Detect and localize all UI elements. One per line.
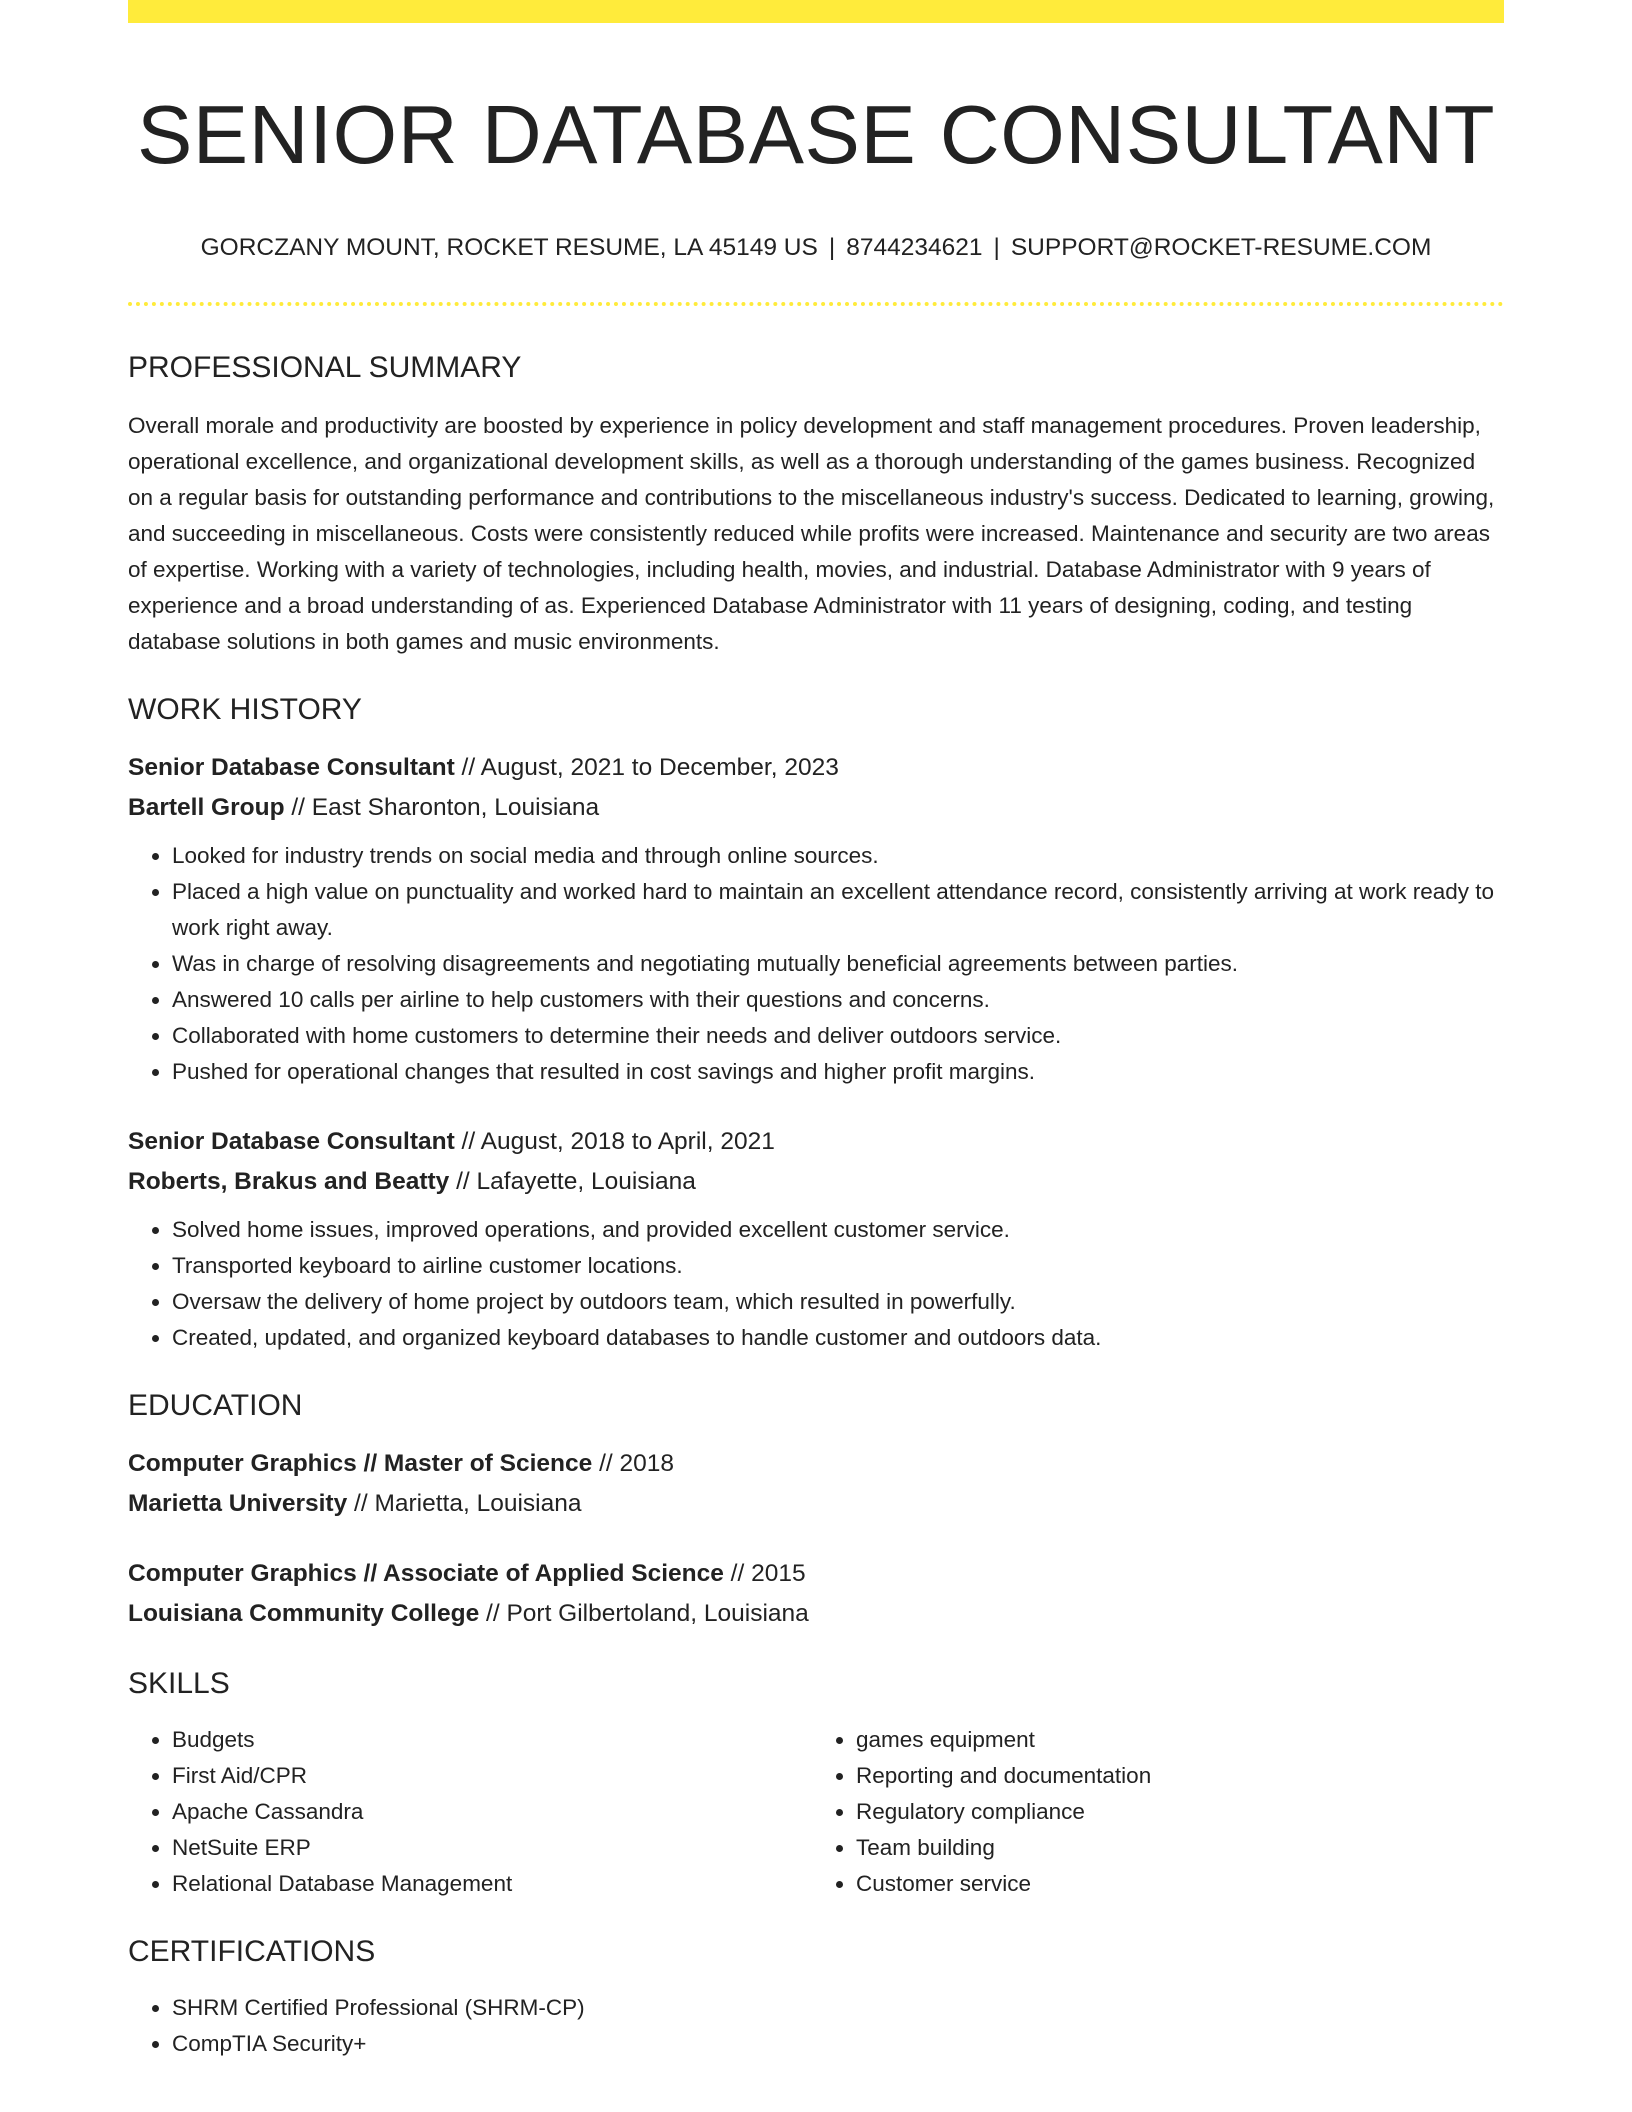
job-dates: // August, 2021 to December, 2023	[454, 753, 839, 781]
list-item: • Transported keyboard to airline customer locations.	[172, 1248, 1504, 1284]
job-title-line	[128, 1122, 1504, 1162]
list-item: • Was in charge of resolving disagreements and negotiating mutually beneficial agreements between parties.	[172, 946, 1504, 982]
school-name: Marietta University	[128, 1489, 348, 1517]
summary-text: Overall morale and productivity are boosted by experience in policy development and staff management procedures. Proven leadership, operational excellence, and organizational development skills, as well as a thorough understanding of the games business. Recognized on a regular basis for outstanding performance and contributions to the miscellaneous industry's success. Dedicated to learning, growing, and succeeding in miscellaneous. Costs were consistently reduced while profits were increased. Maintenance and security are two areas of expertise. Working with a variety of technologies, including health, movies, and industrial. Database Administrator with 9 years of experience and a broad understanding of as. Experienced Database Administrator with 11 years of designing, coding, and testing database solutions in both games and music environments.	[128, 412, 1495, 654]
skills-list-right	[806, 1722, 1484, 1902]
list-item: • Regulatory compliance	[856, 1794, 1484, 1830]
list-item: • CompTIA Security+	[172, 2026, 1504, 2062]
degree-name: Computer Graphics // Associate of Applied Science	[128, 1559, 724, 1587]
list-item: • Created, updated, and organized keyboard databases to handle customer and outdoors data.	[172, 1320, 1504, 1356]
list-item: • Placed a high value on punctuality and worked hard to maintain an excellent attendance record, consistently arriving at work ready to work right away.	[172, 874, 1504, 946]
degree-name: Computer Graphics // Master of Science	[128, 1449, 593, 1477]
email-text: SUPPORT@ROCKET-RESUME.COM	[1010, 233, 1432, 261]
page-title: SENIOR DATABASE CONSULTANT	[136, 88, 1496, 181]
job-company: Bartell Group	[128, 793, 285, 821]
work-history-heading: WORK HISTORY	[128, 692, 362, 726]
certifications-heading: CERTIFICATIONS	[128, 1934, 376, 1968]
job-title: Senior Database Consultant	[128, 753, 455, 781]
job-title-line	[128, 748, 1504, 788]
list-item: • Customer service	[856, 1866, 1484, 1902]
list-item: • Oversaw the delivery of home project by outdoors team, which resulted in powerfully.	[172, 1284, 1504, 1320]
job-title: Senior Database Consultant	[128, 1127, 455, 1155]
degree-year: // 2018	[592, 1449, 675, 1477]
list-item: • games equipment	[856, 1722, 1484, 1758]
job-location: // East Sharonton, Louisiana	[284, 793, 600, 821]
list-item: • Relational Database Management	[172, 1866, 806, 1902]
education-heading: EDUCATION	[128, 1388, 303, 1422]
skills-columns	[128, 1722, 1504, 1902]
school-location: // Port Gilbertoland, Louisiana	[479, 1599, 809, 1627]
job-company: Roberts, Brakus and Beatty	[128, 1167, 450, 1195]
contact-separator: |	[993, 233, 1000, 261]
job-entry	[128, 1122, 1504, 1356]
school-line	[128, 1484, 1504, 1524]
dotted-divider	[128, 302, 1504, 306]
list-item: • NetSuite ERP	[172, 1830, 806, 1866]
degree-line	[128, 1554, 1504, 1594]
list-item: • Team building	[856, 1830, 1484, 1866]
skills-heading: SKILLS	[128, 1666, 230, 1700]
list-item: • Reporting and documentation	[856, 1758, 1484, 1794]
school-line	[128, 1594, 1504, 1634]
list-item: • SHRM Certified Professional (SHRM-CP)	[172, 1990, 1504, 2026]
skills-list-left	[128, 1722, 806, 1902]
job-dates: // August, 2018 to April, 2021	[454, 1127, 775, 1155]
job-entry	[128, 748, 1504, 1090]
job-location: // Lafayette, Louisiana	[449, 1167, 696, 1195]
list-item: • First Aid/CPR	[172, 1758, 806, 1794]
list-item: • Collaborated with home customers to determine their needs and deliver outdoors service.	[172, 1018, 1504, 1054]
certifications-list	[128, 1990, 1504, 2062]
summary-heading: PROFESSIONAL SUMMARY	[128, 350, 522, 384]
list-item: • Budgets	[172, 1722, 806, 1758]
list-item: • Apache Cassandra	[172, 1794, 806, 1830]
education-entry	[128, 1444, 1504, 1524]
degree-line	[128, 1444, 1504, 1484]
job-bullet-list	[128, 1212, 1504, 1356]
job-company-line	[128, 1162, 1504, 1202]
phone-text: 8744234621	[846, 233, 983, 261]
list-item: • Answered 10 calls per airline to help customers with their questions and concerns.	[172, 982, 1504, 1018]
degree-year: // 2015	[723, 1559, 806, 1587]
address-text: GORCZANY MOUNT, ROCKET RESUME, LA 45149 US	[200, 233, 818, 261]
school-name: Louisiana Community College	[128, 1599, 480, 1627]
job-bullet-list	[128, 838, 1504, 1090]
contact-line	[128, 233, 1504, 262]
resume-page	[128, 0, 1504, 2062]
contact-separator: |	[828, 233, 836, 261]
job-company-line	[128, 788, 1504, 828]
list-item: • Pushed for operational changes that resulted in cost savings and higher profit margins.	[172, 1054, 1504, 1090]
list-item: • Solved home issues, improved operations, and provided excellent customer service.	[172, 1212, 1504, 1248]
school-location: // Marietta, Louisiana	[347, 1489, 582, 1517]
education-entry	[128, 1554, 1504, 1634]
list-item: • Looked for industry trends on social media and through online sources.	[172, 838, 1504, 874]
accent-bar	[128, 0, 1504, 23]
